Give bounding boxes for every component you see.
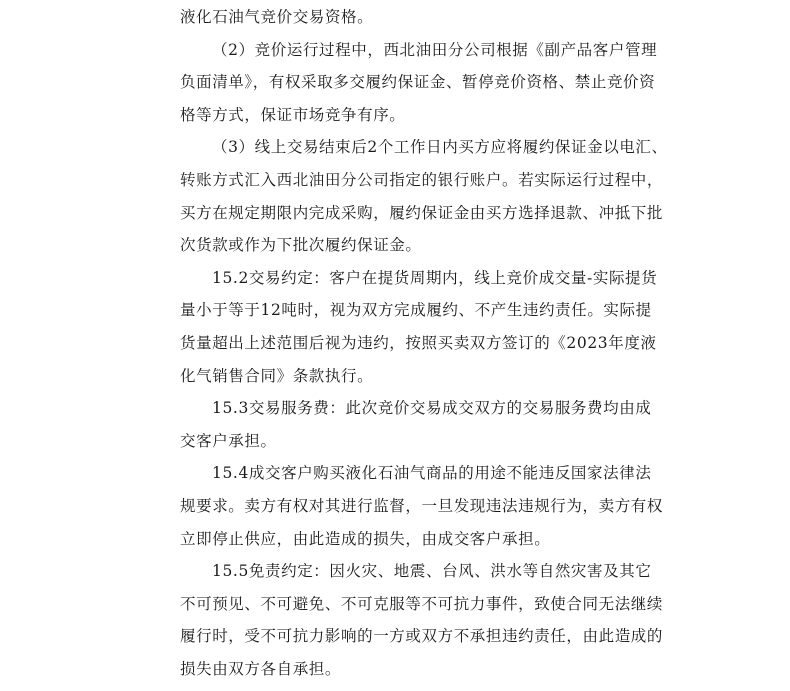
- text-line: 15.2交易约定：客户在提货周期内，线上竞价成交量-实际提货: [212, 268, 658, 287]
- text-line: 规要求。卖方有权对其进行监督，一旦发现违法违规行为，卖方有权: [180, 496, 664, 515]
- text-line: 交客户承担。: [180, 431, 277, 450]
- text-line: 履行时，受不可抗力影响的一方或双方不承担违约责任，由此造成的: [180, 627, 664, 646]
- text-line: 损失由双方各自承担。: [180, 659, 342, 678]
- text-line: 15.4成交客户购买液化石油气商品的用途不能违反国家法律法: [212, 464, 652, 483]
- text-line: 不可预见、不可避免、不可克服等不可抗力事件，致使合同无法继续: [180, 594, 664, 613]
- text-line: 负面清单》，有权采取多交履约保证金、暂停竞价资格、禁止竞价资: [180, 73, 656, 92]
- text-line: 化气销售合同》条款执行。: [180, 366, 374, 385]
- text-line: 量小于等于12吨时，视为双方完成履约、不产生违约责任。实际提: [180, 301, 652, 320]
- text-line: （3）线上交易结束后2个工作日内买方应将履约保证金以电汇、: [212, 138, 668, 157]
- text-line: 买方在规定期限内完成采购，履约保证金由买方选择退款、冲抵下批: [180, 203, 664, 222]
- text-line: 格等方式，保证市场竞争有序。: [180, 105, 406, 124]
- text-line: 15.3交易服务费：此次竞价交易成交双方的交易服务费均由成: [212, 399, 652, 418]
- text-line: （2）竞价运行过程中，西北油田分公司根据《副产品客户管理: [212, 40, 658, 59]
- text-line: 立即停止供应，由此造成的损失，由成交客户承担。: [180, 529, 551, 548]
- document-body: [180, 1, 668, 685]
- text-line: 次货款或作为下批次履约保证金。: [180, 236, 422, 255]
- text-line: 液化石油气竞价交易资格。: [180, 8, 374, 26]
- text-line: 15.5免责约定：因火灾、地震、台风、洪水等自然灾害及其它: [212, 562, 652, 581]
- text-line: 转账方式汇入西北油田分公司指定的银行账户。若实际运行过程中，: [180, 170, 664, 189]
- text-line: 货量超出上述范围后视为违约，按照买卖双方签订的《2023年度液: [180, 333, 657, 352]
